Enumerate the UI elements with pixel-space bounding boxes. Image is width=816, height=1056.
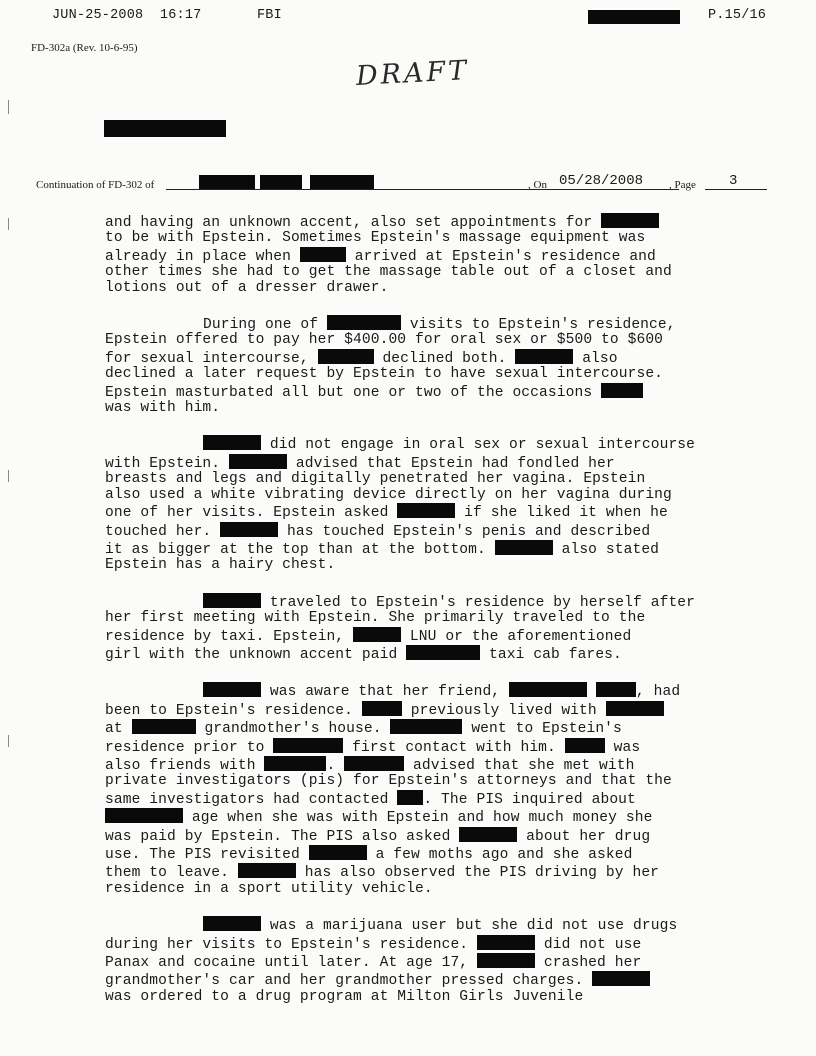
text-line: for sexual intercourse, — [105, 350, 309, 367]
text-line: did not use — [543, 936, 642, 953]
fax-agency: FBI — [257, 8, 282, 23]
paragraph-4 — [105, 593, 725, 664]
text-line: . The PIS inquired about — [423, 791, 636, 808]
continuation-line — [36, 172, 776, 194]
redaction — [459, 827, 517, 842]
redaction — [353, 627, 401, 642]
scan-mark — [8, 735, 9, 747]
text-line: during her visits to Epstein's residence. — [105, 936, 469, 953]
text-line: was — [613, 739, 641, 756]
redaction — [509, 682, 587, 697]
text-line: has touched Epstein's penis and described — [287, 523, 651, 540]
redaction — [390, 719, 462, 734]
paragraph-1 — [105, 213, 725, 296]
fax-page-number: P.15/16 — [708, 8, 767, 23]
paragraph-6 — [105, 916, 725, 1005]
redaction — [300, 247, 346, 262]
page-underline — [705, 189, 767, 190]
text-line: same investigators had contacted — [105, 791, 389, 808]
scan-mark — [8, 218, 9, 230]
text-line: also — [582, 350, 618, 367]
text-line: crashed her — [543, 955, 642, 972]
redaction — [238, 863, 296, 878]
text-line: Panax and cocaine until later. At age 17, — [105, 955, 469, 972]
text-line: also friends with — [105, 757, 256, 774]
text-line: residence prior to — [105, 739, 265, 756]
text-line: lotions out of a dresser drawer. — [105, 279, 389, 296]
text-line: grandmother's house. — [204, 721, 382, 738]
report-page-number: 3 — [729, 173, 738, 189]
scan-mark — [8, 470, 9, 482]
redaction — [362, 701, 402, 716]
text-line: was a marijuana user but she did not use drugs — [269, 918, 678, 935]
redaction — [601, 213, 659, 228]
redaction — [406, 645, 480, 660]
redaction — [344, 756, 404, 771]
text-line: use. The PIS revisited — [105, 847, 300, 863]
text-line: was with him. — [105, 400, 221, 417]
redaction — [309, 845, 367, 860]
redaction — [601, 383, 643, 398]
paragraph-2 — [105, 315, 725, 416]
redaction — [592, 971, 650, 986]
text-line: previously lived with — [410, 702, 597, 719]
redaction — [273, 738, 343, 753]
redaction — [203, 593, 261, 608]
text-line: traveled to Epstein's residence by herself after — [269, 594, 696, 611]
text-line: . — [326, 757, 336, 774]
paragraph-5 — [105, 682, 725, 897]
text-line: if she liked it when he — [464, 505, 668, 522]
draft-stamp: DRAFT — [355, 55, 470, 92]
text-line: During one of — [203, 317, 319, 334]
redaction-subject-2 — [260, 175, 302, 189]
redaction — [203, 435, 261, 450]
redaction — [477, 953, 535, 968]
text-line: declined a later request by Epstein to have sexual intercourse. — [105, 366, 664, 383]
text-line: Epstein masturbated all but one or two of the occasions — [105, 384, 593, 401]
text-line: been to Epstein's residence. — [105, 702, 354, 719]
redaction — [327, 315, 401, 330]
text-line: arrived at Epstein's residence and — [354, 248, 656, 265]
text-line: residence in a sport utility vehicle. — [105, 880, 433, 897]
text-line: her first meeting with Epstein. She primarily traveled to the — [105, 610, 646, 627]
redaction — [596, 682, 636, 697]
text-line: grandmother's car and her grandmother pressed charges. — [105, 973, 584, 990]
text-line: was aware that her friend, — [269, 684, 501, 701]
text-line: has also observed the PIS driving by her — [304, 865, 660, 882]
text-line: , had — [635, 684, 681, 701]
text-line: advised that Epstein had fondled her — [295, 455, 615, 472]
continuation-label: Continuation of FD-302 of — [36, 179, 155, 191]
text-line: was ordered to a drug program at Milton Girls Juvenile — [105, 988, 584, 1005]
redaction — [203, 682, 261, 697]
redaction — [220, 522, 278, 537]
fax-timestamp: JUN-25-2008 16:17 — [52, 8, 202, 23]
on-label: , On — [528, 179, 547, 191]
redaction — [132, 719, 196, 734]
text-line: touched her. — [105, 523, 212, 540]
redaction — [565, 738, 605, 753]
paragraph-3 — [105, 435, 725, 573]
text-line: age when she was with Epstein and how much money she — [191, 810, 653, 827]
text-line: it as bigger at the top than at the bottom. — [105, 541, 486, 558]
redaction — [606, 701, 664, 716]
subject-underline — [166, 189, 562, 190]
text-line: breasts and legs and digitally penetrated her vagina. Epstein — [105, 471, 646, 488]
text-line: Epstein has a hairy chest. — [105, 557, 336, 574]
redaction — [397, 503, 455, 518]
text-line: private investigators (pis) for Epstein's attorneys and that the — [105, 773, 672, 790]
redaction — [495, 540, 553, 555]
text-line: other times she had to get the massage table out of a closet and — [105, 264, 672, 281]
text-line: them to leave. — [105, 865, 230, 882]
text-line: a few moths ago and she asked — [375, 847, 633, 863]
text-line: LNU or the aforementioned — [409, 628, 632, 645]
date-underline — [555, 189, 679, 190]
redaction-fax-number — [588, 10, 680, 24]
text-line: girl with the unknown accent paid — [105, 646, 398, 663]
form-number: FD-302a (Rev. 10-6-95) — [31, 42, 138, 54]
redaction — [105, 808, 183, 823]
report-date: 05/28/2008 — [559, 173, 644, 189]
text-line: to be with Epstein. Sometimes Epstein's massage equipment was — [105, 230, 646, 247]
redaction — [397, 790, 423, 805]
text-line: advised that she met with — [413, 757, 635, 774]
redaction — [318, 349, 374, 364]
text-line: at — [105, 721, 123, 738]
text-line: did not engage in oral sex or sexual intercourse — [269, 437, 696, 454]
redaction — [477, 935, 535, 950]
redaction — [203, 916, 261, 931]
text-line: with Epstein. — [105, 455, 221, 472]
redaction — [515, 349, 573, 364]
text-line: went to Epstein's — [471, 721, 622, 738]
report-body — [105, 213, 725, 1024]
text-line: was paid by Epstein. The PIS also asked — [105, 828, 451, 845]
redaction-subject-1 — [199, 175, 255, 189]
redaction-subject-3 — [310, 175, 374, 189]
text-line: first contact with him. — [352, 739, 556, 756]
text-line: already in place when — [105, 248, 292, 265]
text-line: visits to Epstein's residence, — [409, 317, 676, 334]
text-line: residence by taxi. Epstein, — [105, 628, 345, 645]
redaction — [229, 454, 287, 469]
text-line: also used a white vibrating device directly on her vagina during — [105, 486, 672, 503]
text-line: declined both. — [382, 350, 507, 367]
text-line: one of her visits. Epstein asked — [105, 505, 389, 522]
redaction — [264, 756, 326, 771]
page-label: , Page — [669, 179, 696, 191]
scan-mark — [8, 100, 9, 114]
text-line: about her drug — [526, 828, 651, 845]
text-line: Epstein offered to pay her $400.00 for oral sex or $500 to $600 — [105, 332, 664, 349]
redaction-file-number — [104, 120, 226, 137]
text-line: and having an unknown accent, also set appointments for — [105, 215, 593, 231]
text-line: taxi cab fares. — [489, 646, 622, 663]
text-line: also stated — [561, 541, 660, 558]
